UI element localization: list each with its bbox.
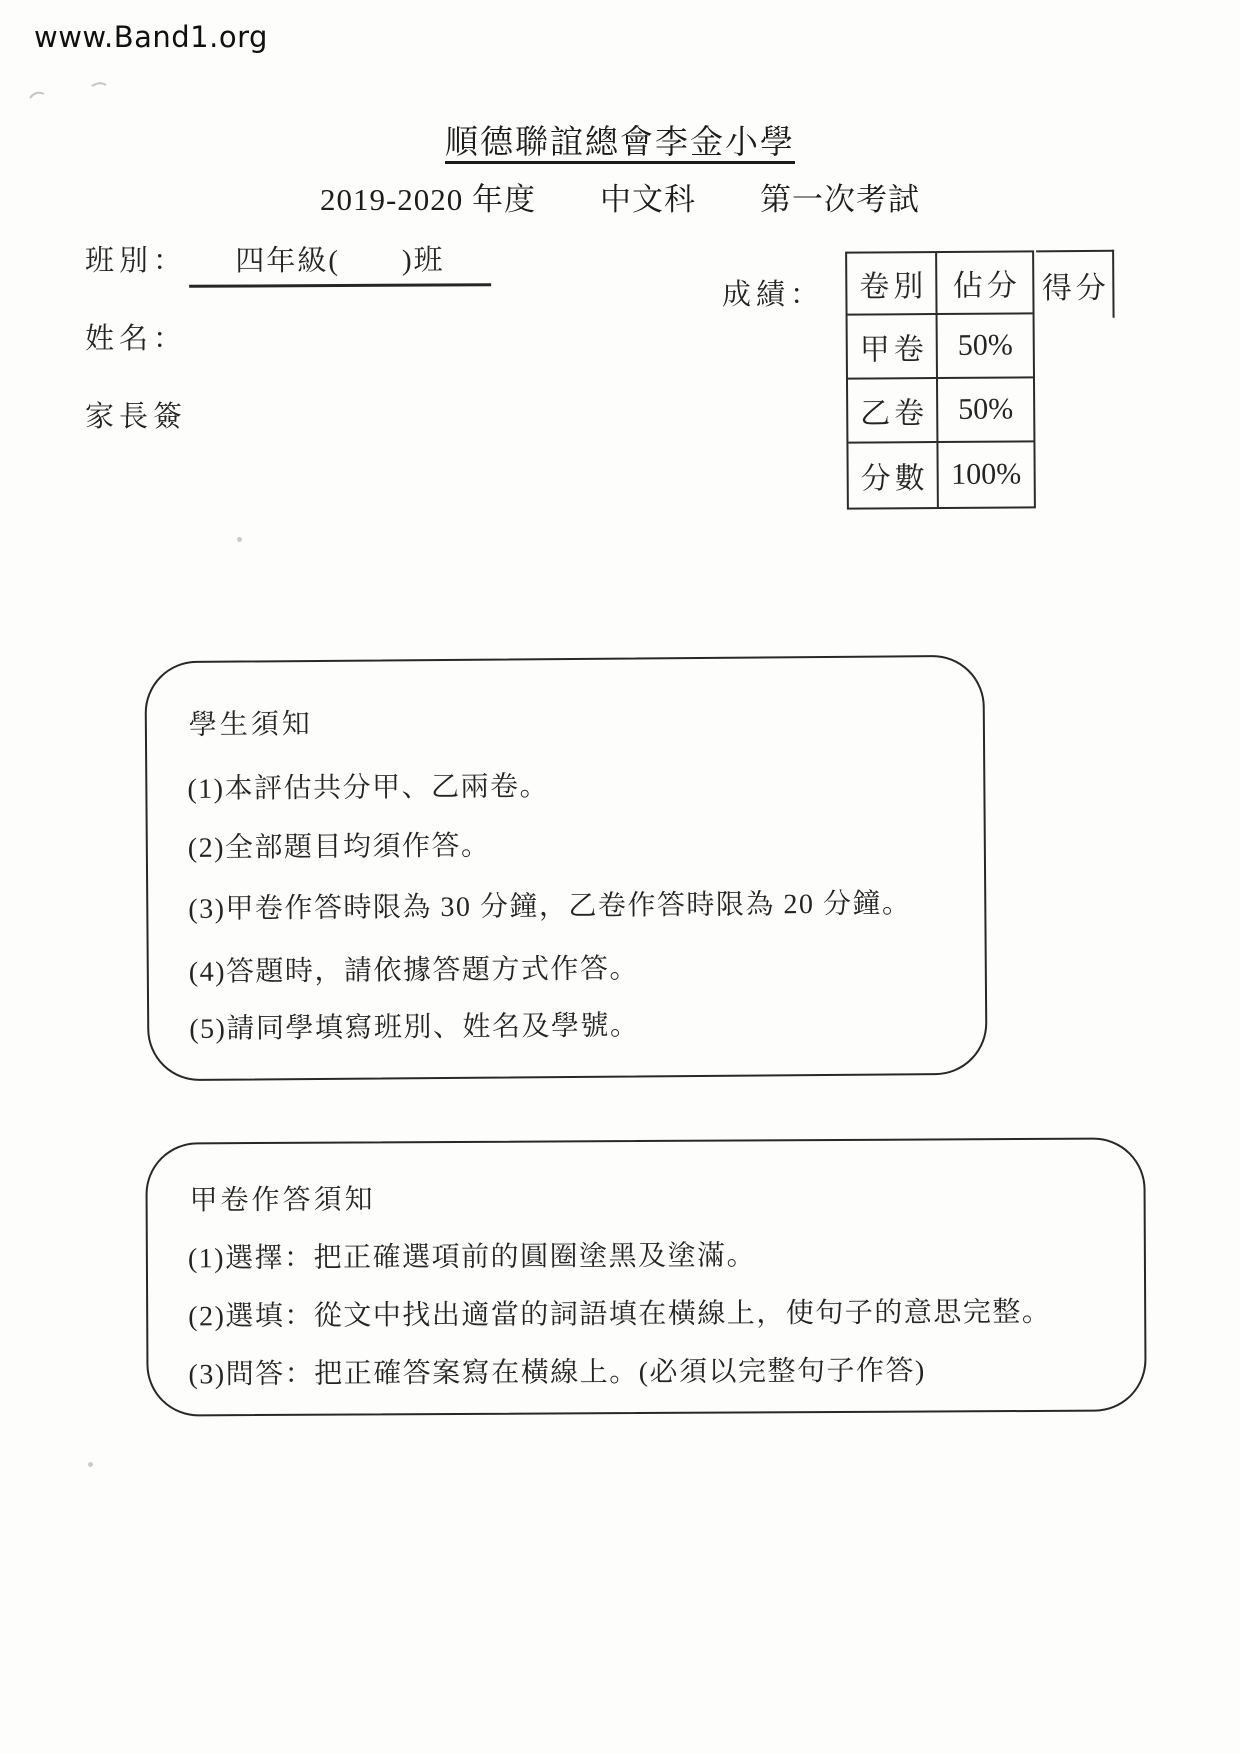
table-cell-weight-a: 50% <box>936 312 1033 377</box>
name-field-label: 姓名： <box>85 323 188 355</box>
table-cell-paper-total: 分數 <box>848 441 936 508</box>
student-note-item-1: (1)本評估共分甲、乙兩卷。 <box>187 771 550 805</box>
exam-session-line: 2019-2020 年度 中文科 第一次考試 <box>319 182 921 217</box>
table-header-paper: 卷別 <box>859 270 928 304</box>
student-note-item-2: (2)全部題目均須作答。 <box>187 830 491 864</box>
paper-a-notes-title: 甲卷作答須知 <box>189 1184 376 1217</box>
student-note-item-4: (4)答題時，請依據答題方式作答。 <box>188 953 640 988</box>
score-label: 成績： <box>722 279 825 311</box>
paper-a-notes-box <box>145 1137 1146 1416</box>
student-note-item-5: (5)請同學填寫班別、姓名及學號。 <box>189 1010 640 1045</box>
pencil-mark <box>22 72 132 108</box>
class-field-label: 班別： <box>85 245 188 277</box>
paper-a-note-item-1: (1)選擇：把正確選項前的圓圈塗黑及塗滿。 <box>187 1240 757 1275</box>
paper-a-note-item-3: (3)問答：把正確答案寫在橫線上。(必須以完整句子作答) <box>188 1355 926 1391</box>
paper-a-note-item-2: (2)選填：從文中找出適當的詞語填在橫線上，使句子的意思完整。 <box>188 1296 1052 1333</box>
table-cell-paper-b: 乙卷 <box>848 377 936 442</box>
parent-sign-label: 家長簽 <box>85 401 188 433</box>
scan-speck <box>88 1462 93 1467</box>
class-field-value: 四年級( )班 <box>189 237 491 288</box>
student-notes-title: 學生須知 <box>188 708 314 741</box>
table-cell-paper-a: 甲卷 <box>848 313 936 378</box>
watermark-url: www.Band1.org <box>34 20 268 54</box>
student-notes-box <box>144 655 987 1082</box>
student-note-item-3: (3)甲卷作答時限為 30 分鐘，乙卷作答時限為 20 分鐘。 <box>188 888 912 925</box>
table-header-score: 得分 <box>1036 250 1114 319</box>
school-name-title: 順德聯誼總會李金小學 <box>445 125 795 161</box>
scan-speck <box>237 537 242 542</box>
score-table-grid <box>845 250 1036 509</box>
table-cell-weight-total: 100% <box>936 440 1033 507</box>
score-table <box>845 250 1110 509</box>
table-cell-weight-b: 50% <box>936 376 1033 441</box>
class-field <box>85 238 491 287</box>
table-header-weight: 佔分 <box>935 252 1032 313</box>
